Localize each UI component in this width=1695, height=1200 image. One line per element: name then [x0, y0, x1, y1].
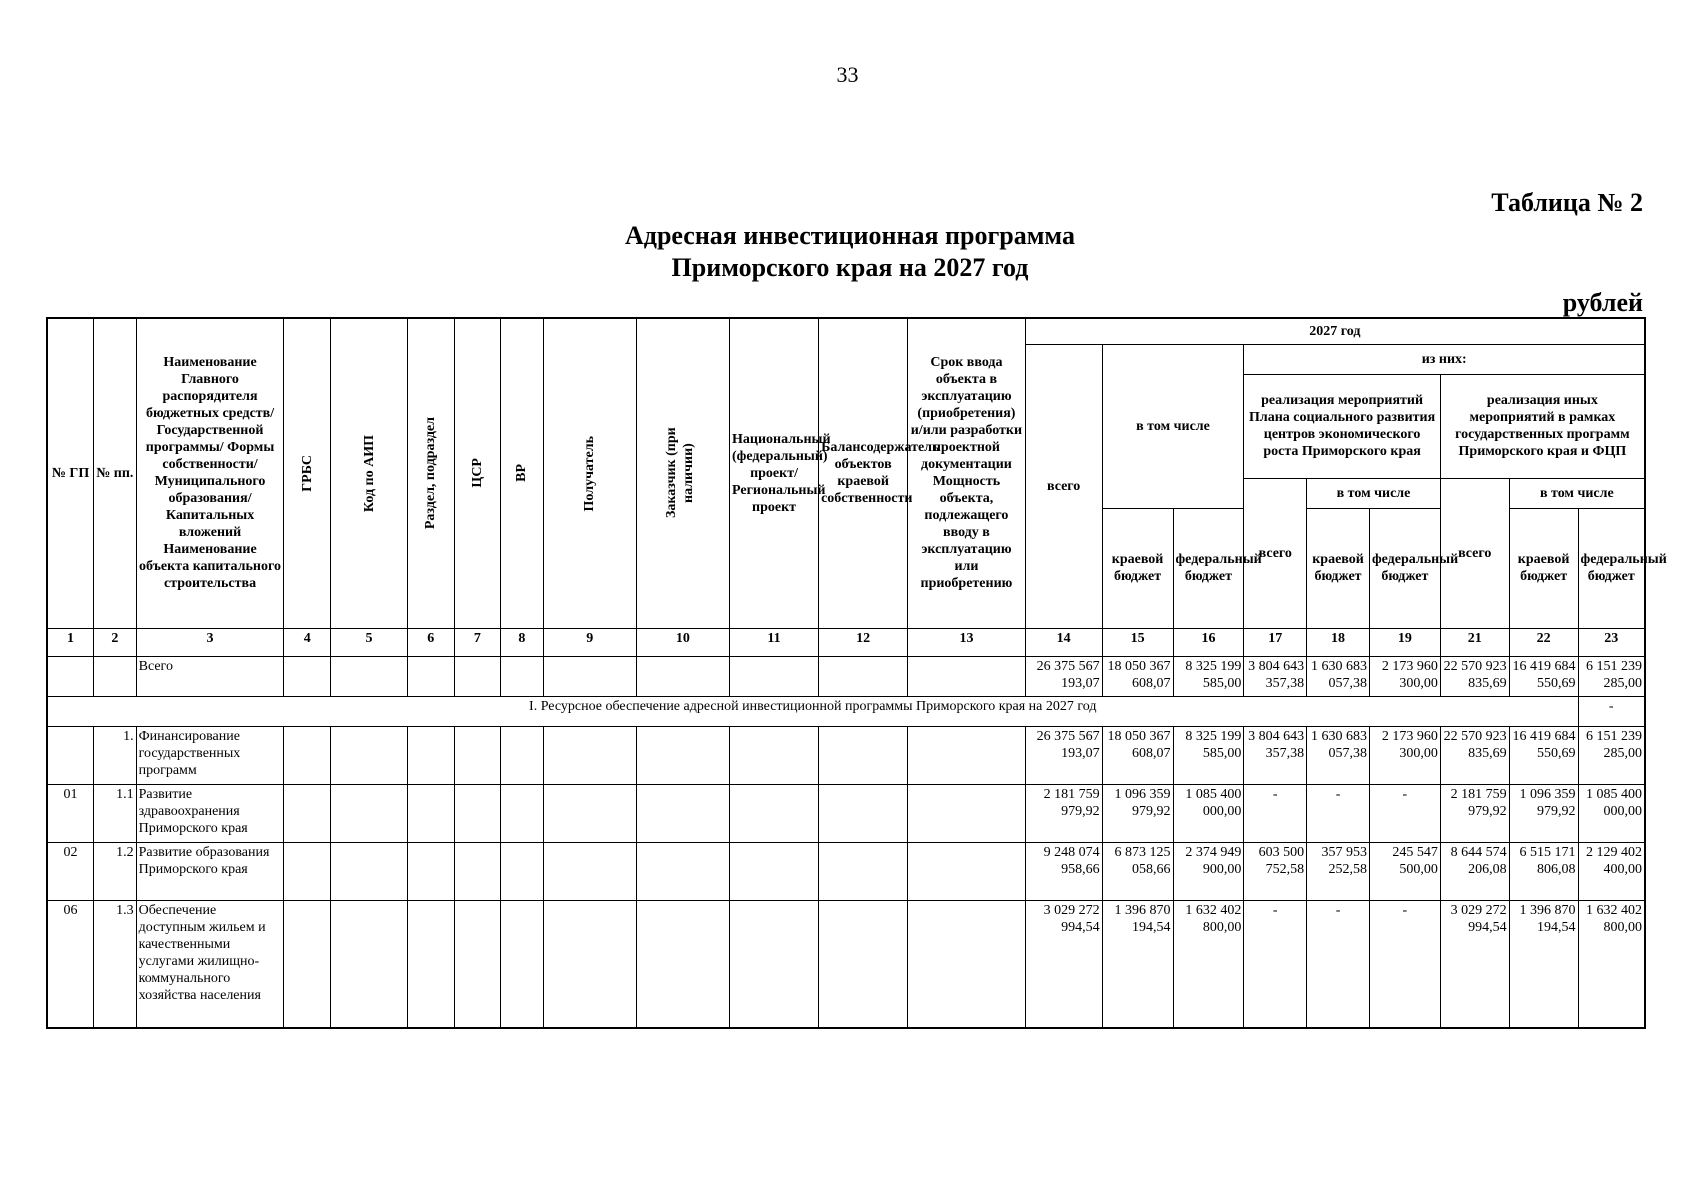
cell-v21: 2 181 759 979,92: [1440, 784, 1509, 842]
header-kraevoi-18: краевой бюджет: [1307, 508, 1370, 628]
cell-v21: 3 029 272 994,54: [1440, 900, 1509, 1028]
cell-v14: 26 375 567 193,07: [1025, 656, 1102, 696]
cell-v23: 2 129 402 400,00: [1578, 842, 1645, 900]
col-number: 14: [1025, 628, 1102, 656]
col-number: 17: [1244, 628, 1307, 656]
cell-name: Развитие здравоохранения Приморского края: [136, 784, 284, 842]
col-number: 3: [136, 628, 284, 656]
col-number: 9: [543, 628, 636, 656]
cell-v21: 22 570 923 835,69: [1440, 656, 1509, 696]
col-number: 12: [819, 628, 908, 656]
cell-v17: 3 804 643 357,38: [1244, 726, 1307, 784]
cell-v22: 16 419 684 550,69: [1509, 656, 1578, 696]
cell-v18: 357 953 252,58: [1307, 842, 1370, 900]
cell-pp: 1.3: [94, 900, 137, 1028]
col-number: 16: [1173, 628, 1244, 656]
col-number: 4: [284, 628, 331, 656]
cell-v19: -: [1369, 900, 1440, 1028]
cell-v22: 16 419 684 550,69: [1509, 726, 1578, 784]
cell-v14: 9 248 074 958,66: [1025, 842, 1102, 900]
cell-v16: 1 632 402 800,00: [1173, 900, 1244, 1028]
col-number: 6: [407, 628, 454, 656]
cell-gp: 01: [47, 784, 94, 842]
cell-v17: -: [1244, 900, 1307, 1028]
header-year: 2027 год: [1025, 318, 1645, 344]
cell-gp: 06: [47, 900, 94, 1028]
table-row: [47, 900, 1645, 1028]
cell-pp: 1.1: [94, 784, 137, 842]
cell-v19: 2 173 960 300,00: [1369, 656, 1440, 696]
header-kod-aip: Код по АИП: [331, 318, 408, 628]
cell-v23: 6 151 239 285,00: [1578, 726, 1645, 784]
cell-v15: 18 050 367 608,07: [1102, 726, 1173, 784]
cell-pp: 1.2: [94, 842, 137, 900]
header-grbs: ГРБС: [284, 318, 331, 628]
cell-v15: 6 873 125 058,66: [1102, 842, 1173, 900]
col-number: 15: [1102, 628, 1173, 656]
cell-v14: 2 181 759 979,92: [1025, 784, 1102, 842]
cell-v17: 603 500 752,58: [1244, 842, 1307, 900]
cell-v14: 26 375 567 193,07: [1025, 726, 1102, 784]
cell-v18: -: [1307, 900, 1370, 1028]
cell-v23: 6 151 239 285,00: [1578, 656, 1645, 696]
header-federalnyi-23: федеральный бюджет: [1578, 508, 1645, 628]
section-last-cell: -: [1578, 696, 1645, 726]
cell-v21: 22 570 923 835,69: [1440, 726, 1509, 784]
cell-name: Обеспечение доступным жильем и качественными услугами жилищно-коммунального хозяйства населения: [136, 900, 284, 1028]
cell-v16: 1 085 400 000,00: [1173, 784, 1244, 842]
cell-v19: -: [1369, 784, 1440, 842]
header-nac-proekt: Национальный (федеральный) проект/ Региональный проект: [729, 318, 818, 628]
col-number: 7: [454, 628, 501, 656]
cell-v19: 2 173 960 300,00: [1369, 726, 1440, 784]
header-kraevoi-15: краевой бюджет: [1102, 508, 1173, 628]
header-srok: Срок ввода объекта в эксплуатацию (приобретения) и/или разработки проектной документации Мощность объекта, подлежащего вводу в эксплуатацию или приобретению: [908, 318, 1025, 628]
title-line-1: Адресная инвестиционная программа: [625, 221, 1075, 250]
col-number: 23: [1578, 628, 1645, 656]
table-label: Таблица № 2: [1491, 188, 1643, 217]
cell-v18: 1 630 683 057,38: [1307, 656, 1370, 696]
col-number: 18: [1307, 628, 1370, 656]
header-balansoderzhatel: Балансодержатель объектов краевой собственности: [819, 318, 908, 628]
header-federalnyi-19: федеральный бюджет: [1369, 508, 1440, 628]
cell-v17: -: [1244, 784, 1307, 842]
cell-v19: 245 547 500,00: [1369, 842, 1440, 900]
cell-v23: 1 085 400 000,00: [1578, 784, 1645, 842]
title-line-2: Приморского края на 2027 год: [671, 253, 1029, 282]
cell-v14: 3 029 272 994,54: [1025, 900, 1102, 1028]
cell-name: Развитие образования Приморского края: [136, 842, 284, 900]
cell-v16: 8 325 199 585,00: [1173, 656, 1244, 696]
col-number: 22: [1509, 628, 1578, 656]
cell-v15: 18 050 367 608,07: [1102, 656, 1173, 696]
col-number: 10: [636, 628, 729, 656]
cell-pp: 1.: [94, 726, 137, 784]
investment-program-table: [46, 317, 1667, 1029]
header-name: Наименование Главного распорядителя бюджетных средств/Государственной программы/ Формы собственности/Муниципального образования/Капитальных вложений Наименование объекта капитального строительства: [136, 318, 284, 628]
column-number-row: [47, 628, 1645, 656]
header-no-gp: № ГП: [47, 318, 94, 628]
cell-name: Всего: [136, 656, 284, 696]
col-number: 1: [47, 628, 94, 656]
currency-unit: рублей: [1562, 288, 1643, 317]
col-number: 13: [908, 628, 1025, 656]
table-row: [47, 842, 1645, 900]
cell-v22: 1 096 359 979,92: [1509, 784, 1578, 842]
cell-v22: 6 515 171 806,08: [1509, 842, 1578, 900]
header-razdel: Раздел, подраздел: [407, 318, 454, 628]
col-number: 19: [1369, 628, 1440, 656]
cell-pp: [94, 656, 137, 696]
header-plan-v-tom-chisle: в том числе: [1307, 478, 1441, 508]
cell-v16: 2 374 949 900,00: [1173, 842, 1244, 900]
col-number: 21: [1440, 628, 1509, 656]
col-number: 8: [501, 628, 544, 656]
header-plan-vsego: всего: [1244, 478, 1307, 628]
header-v-tom-chisle: в том числе: [1102, 344, 1244, 508]
col-number: 2: [94, 628, 137, 656]
cell-gp: [47, 656, 94, 696]
header-federalnyi-16: федеральный бюджет: [1173, 508, 1244, 628]
cell-name: Финансирование государственных программ: [136, 726, 284, 784]
table-row-total: [47, 656, 1645, 696]
document-title: [500, 220, 1200, 284]
col-number: 11: [729, 628, 818, 656]
cell-v17: 3 804 643 357,38: [1244, 656, 1307, 696]
cell-gp: [47, 726, 94, 784]
section-row: [47, 696, 1645, 726]
cell-v15: 1 096 359 979,92: [1102, 784, 1173, 842]
table-row: [47, 784, 1645, 842]
cell-v21: 8 644 574 206,08: [1440, 842, 1509, 900]
header-kraevoi-22: краевой бюджет: [1509, 508, 1578, 628]
col-number: 5: [331, 628, 408, 656]
header-csr: ЦСР: [454, 318, 501, 628]
header-poluchatel: Получатель: [543, 318, 636, 628]
header-iz-nih: из них:: [1244, 344, 1645, 374]
header-vsego: всего: [1025, 344, 1102, 628]
header-vr: ВР: [501, 318, 544, 628]
cell-v18: 1 630 683 057,38: [1307, 726, 1370, 784]
table-row: [47, 726, 1645, 784]
header-inyh: реализация иных мероприятий в рамках государственных программ Приморского края и ФЦП: [1440, 374, 1645, 478]
header-plan: реализация мероприятий Плана социального развития центров экономического роста Приморского края: [1244, 374, 1440, 478]
cell-v16: 8 325 199 585,00: [1173, 726, 1244, 784]
cell-v15: 1 396 870 194,54: [1102, 900, 1173, 1028]
header-inyh-v-tom-chisle: в том числе: [1509, 478, 1645, 508]
cell-v22: 1 396 870 194,54: [1509, 900, 1578, 1028]
section-title: I. Ресурсное обеспечение адресной инвестиционной программы Приморского края на 2027 год: [47, 696, 1578, 726]
header-no-pp: № пп.: [94, 318, 137, 628]
header-inyh-vsego: всего: [1440, 478, 1509, 628]
page-number: 33: [836, 62, 859, 87]
cell-gp: 02: [47, 842, 94, 900]
header-zakazchik: Заказчик (при наличии): [636, 318, 729, 628]
cell-v18: -: [1307, 784, 1370, 842]
cell-v23: 1 632 402 800,00: [1578, 900, 1645, 1028]
